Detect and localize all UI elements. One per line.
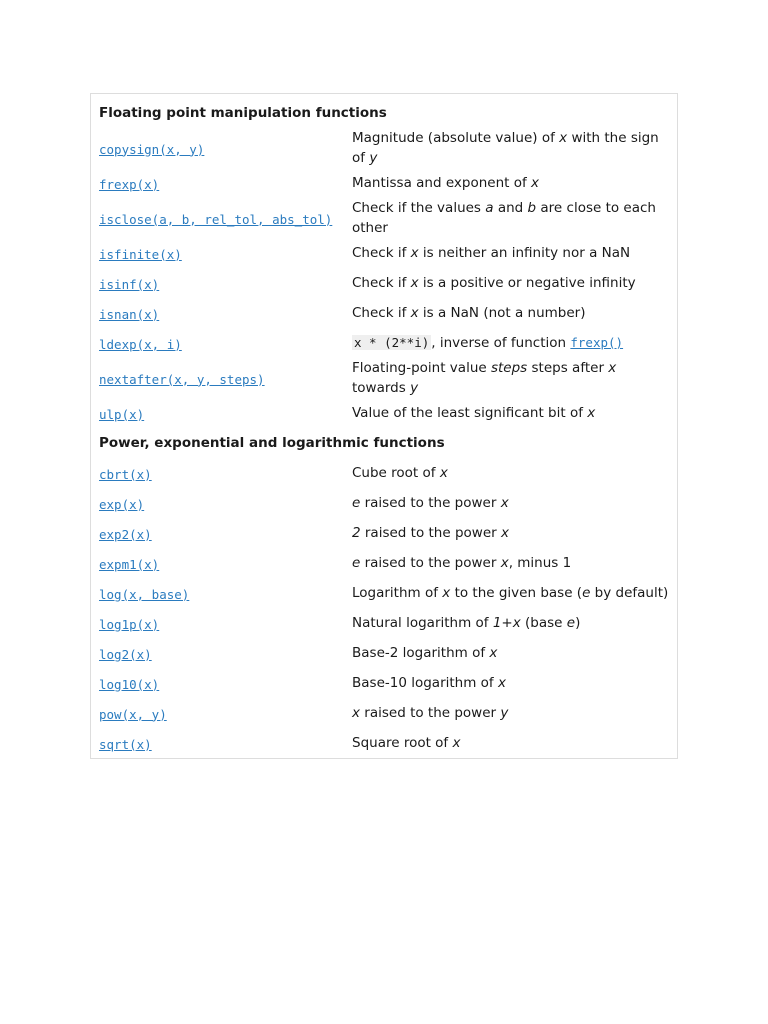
description-text: , minus 1 bbox=[508, 555, 572, 571]
function-description bbox=[352, 613, 677, 633]
function-description bbox=[352, 173, 677, 193]
italic-term: x bbox=[559, 130, 568, 146]
table-row bbox=[91, 168, 677, 198]
description-text: Square root of bbox=[352, 735, 453, 751]
inline-function-link[interactable]: frexp() bbox=[570, 335, 624, 350]
italic-term: b bbox=[527, 200, 537, 216]
function-link[interactable]: exp2(x) bbox=[99, 526, 152, 542]
description-text: Check if the values bbox=[352, 200, 486, 216]
italic-term: e bbox=[352, 555, 361, 571]
description-text: steps after bbox=[527, 360, 609, 376]
description-text: raised to the power bbox=[360, 495, 501, 511]
function-link[interactable]: sqrt(x) bbox=[99, 736, 152, 752]
table-row bbox=[91, 518, 677, 548]
function-description bbox=[352, 493, 677, 513]
italic-term: y bbox=[500, 705, 509, 721]
function-table bbox=[90, 93, 678, 759]
function-description bbox=[352, 553, 677, 573]
italic-term: x bbox=[489, 645, 498, 661]
function-description bbox=[352, 643, 677, 663]
function-name-cell bbox=[91, 174, 352, 193]
table-row bbox=[91, 668, 677, 698]
function-name-cell bbox=[91, 209, 352, 228]
function-name-cell bbox=[91, 334, 352, 353]
description-text: Natural logarithm of bbox=[352, 615, 493, 631]
italic-term: y bbox=[369, 150, 378, 166]
function-description bbox=[352, 733, 677, 753]
function-name-cell bbox=[91, 464, 352, 483]
italic-term: x bbox=[587, 405, 596, 421]
italic-term: x bbox=[439, 465, 448, 481]
table-row bbox=[91, 238, 677, 268]
function-link[interactable]: isfinite(x) bbox=[99, 246, 182, 262]
function-link[interactable]: copysign(x, y) bbox=[99, 141, 205, 157]
function-name-cell bbox=[91, 524, 352, 543]
description-text: raised to the power bbox=[360, 705, 501, 721]
description-text: Base-10 logarithm of bbox=[352, 675, 498, 691]
function-name-cell bbox=[91, 734, 352, 753]
table-row bbox=[91, 578, 677, 608]
function-name-cell bbox=[91, 644, 352, 663]
function-link[interactable]: log(x, base) bbox=[99, 586, 190, 602]
italic-term: x bbox=[500, 525, 509, 541]
italic-term: y bbox=[410, 380, 419, 396]
function-description bbox=[352, 333, 677, 353]
table-row bbox=[91, 398, 677, 428]
function-name-cell bbox=[91, 614, 352, 633]
function-description bbox=[352, 403, 677, 423]
function-link[interactable]: frexp(x) bbox=[99, 176, 160, 192]
function-name-cell bbox=[91, 554, 352, 573]
function-description bbox=[352, 273, 677, 293]
italic-term: x bbox=[497, 675, 506, 691]
function-description bbox=[352, 463, 677, 483]
function-link[interactable]: cbrt(x) bbox=[99, 466, 152, 482]
italic-term: e bbox=[566, 615, 576, 631]
function-name-cell bbox=[91, 494, 352, 513]
function-name-cell bbox=[91, 304, 352, 323]
description-text: Floating-point value bbox=[352, 360, 491, 376]
italic-term: x bbox=[410, 245, 419, 261]
table-row bbox=[91, 328, 677, 358]
function-description bbox=[352, 128, 677, 168]
description-text: Cube root of bbox=[352, 465, 440, 481]
function-link[interactable]: expm1(x) bbox=[99, 556, 160, 572]
function-description bbox=[352, 303, 677, 323]
function-link[interactable]: isclose(a, b, rel_tol, abs_tol) bbox=[99, 211, 333, 227]
italic-term: x bbox=[500, 495, 509, 511]
description-text: is a NaN (not a number) bbox=[418, 305, 586, 321]
function-description bbox=[352, 703, 677, 723]
function-description bbox=[352, 523, 677, 543]
function-description bbox=[352, 583, 677, 603]
function-link[interactable]: pow(x, y) bbox=[99, 706, 167, 722]
italic-term: a bbox=[485, 200, 494, 216]
table-row bbox=[91, 698, 677, 728]
function-description bbox=[352, 673, 677, 693]
italic-term: x bbox=[608, 360, 617, 376]
description-text: towards bbox=[352, 380, 411, 396]
italic-term: x bbox=[452, 735, 461, 751]
description-text: , inverse of function bbox=[431, 335, 571, 351]
function-link[interactable]: isinf(x) bbox=[99, 276, 160, 292]
description-text: Base-2 logarithm of bbox=[352, 645, 490, 661]
italic-term: x bbox=[410, 275, 419, 291]
table-row bbox=[91, 608, 677, 638]
description-text: to the given base ( bbox=[450, 585, 583, 601]
description-text: Check if bbox=[352, 275, 411, 291]
description-text: raised to the power bbox=[360, 525, 501, 541]
italic-term: x bbox=[442, 585, 451, 601]
table-row bbox=[91, 728, 677, 758]
table-row bbox=[91, 358, 677, 398]
function-name-cell bbox=[91, 404, 352, 423]
italic-term: x bbox=[531, 175, 540, 191]
inline-code: x * (2**i) bbox=[354, 335, 430, 350]
description-text: Check if bbox=[352, 245, 411, 261]
function-description bbox=[352, 243, 677, 263]
description-text: and bbox=[493, 200, 528, 216]
italic-term: x bbox=[352, 705, 360, 721]
function-link[interactable]: isnan(x) bbox=[99, 306, 160, 322]
function-name-cell bbox=[91, 274, 352, 293]
description-text: is a positive or negative infinity bbox=[418, 275, 636, 291]
function-link[interactable]: log1p(x) bbox=[99, 616, 160, 632]
function-name-cell bbox=[91, 369, 352, 388]
description-text: with the sign of bbox=[352, 130, 659, 166]
function-link[interactable]: log10(x) bbox=[99, 676, 160, 692]
table-row bbox=[91, 198, 677, 238]
italic-term: steps bbox=[490, 360, 528, 376]
description-text: Magnitude (absolute value) of bbox=[352, 130, 560, 146]
description-text: raised to the power bbox=[360, 555, 501, 571]
description-text: ) bbox=[575, 615, 581, 631]
function-name-cell bbox=[91, 244, 352, 263]
function-description bbox=[352, 198, 677, 238]
description-text: are close to each other bbox=[352, 200, 656, 236]
italic-term: x bbox=[410, 305, 419, 321]
italic-term: 2 bbox=[352, 525, 361, 541]
function-link[interactable]: ldexp(x, i) bbox=[99, 336, 182, 352]
table-row bbox=[91, 128, 677, 168]
italic-term: e bbox=[582, 585, 591, 601]
section-heading: Power, exponential and logarithmic functions bbox=[99, 435, 445, 451]
function-description bbox=[352, 358, 677, 398]
function-name-cell bbox=[91, 584, 352, 603]
function-link[interactable]: ulp(x) bbox=[99, 406, 145, 422]
description-text: Mantissa and exponent of bbox=[352, 175, 532, 191]
function-name-cell bbox=[91, 139, 352, 158]
table-row bbox=[91, 548, 677, 578]
table-row bbox=[91, 298, 677, 328]
table-row bbox=[91, 488, 677, 518]
table-row bbox=[91, 268, 677, 298]
description-text: Value of the least significant bit of bbox=[352, 405, 588, 421]
description-text: by default) bbox=[590, 585, 669, 601]
table-row bbox=[91, 458, 677, 488]
function-name-cell bbox=[91, 674, 352, 693]
function-link[interactable]: log2(x) bbox=[99, 646, 152, 662]
description-text: Check if bbox=[352, 305, 411, 321]
function-link[interactable]: nextafter(x, y, steps) bbox=[99, 371, 265, 387]
description-text: is neither an infinity nor a NaN bbox=[418, 245, 631, 261]
italic-term: 1+x bbox=[492, 615, 521, 631]
italic-term: x bbox=[500, 555, 509, 571]
description-text: Logarithm of bbox=[352, 585, 443, 601]
description-text: (base bbox=[520, 615, 567, 631]
function-link[interactable]: exp(x) bbox=[99, 496, 145, 512]
section-heading: Floating point manipulation functions bbox=[99, 105, 387, 121]
italic-term: e bbox=[352, 495, 361, 511]
table-row bbox=[91, 638, 677, 668]
function-name-cell bbox=[91, 704, 352, 723]
